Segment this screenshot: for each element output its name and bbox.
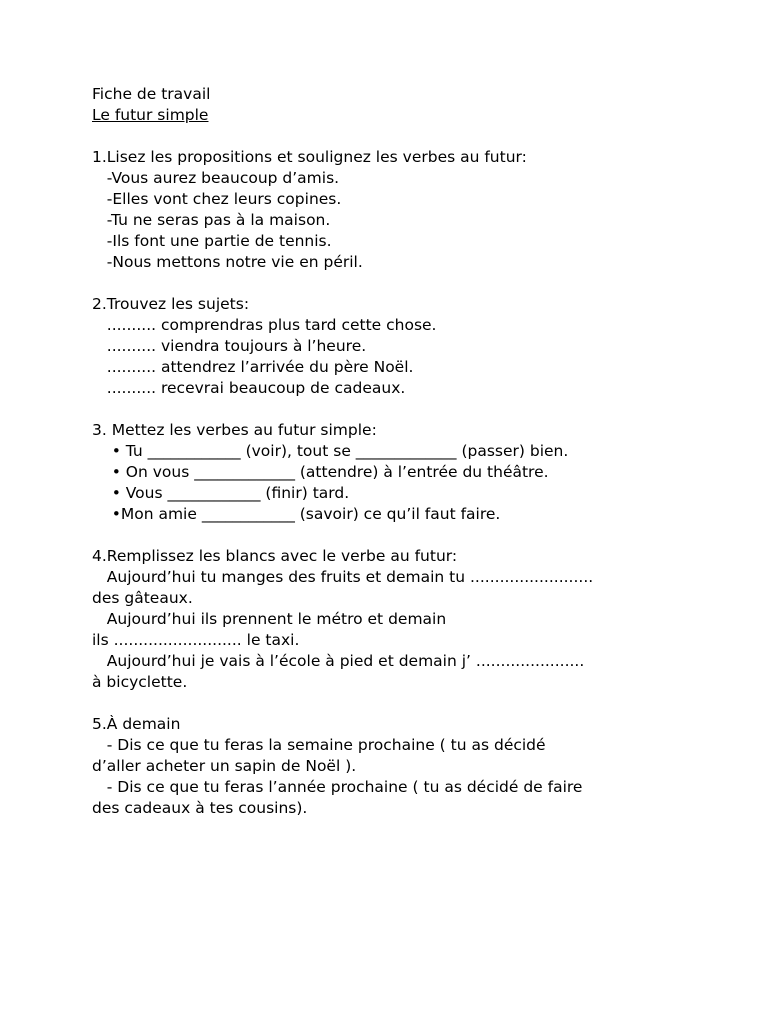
spacer: [92, 126, 712, 147]
exercise1-item: -Tu ne seras pas à la maison.: [92, 211, 331, 229]
worksheet-subtitle: Le futur simple: [92, 106, 209, 124]
exercise2-item: .......... viendra toujours à l’heure.: [92, 337, 367, 355]
exercise1-item: -Ils font une partie de tennis.: [92, 232, 332, 250]
exercise4-line: Aujourd’hui ils prennent le métro et demain: [92, 610, 447, 628]
spacer: [92, 693, 712, 714]
exercise4-line: Aujourd’hui je vais à l’école à pied et demain j’ ......................: [92, 652, 585, 670]
spacer: [92, 273, 712, 294]
exercise2-item: .......... comprendras plus tard cette chose.: [92, 316, 437, 334]
spacer: [92, 399, 712, 420]
exercise5-heading: 5.À demain: [92, 715, 181, 733]
exercise5-line: des cadeaux à tes cousins).: [92, 799, 308, 817]
exercise3-item: • Tu ____________ (voir), tout se _____________ (passer) bien.: [92, 442, 569, 460]
exercise5-line: d’aller acheter un sapin de Noël ).: [92, 757, 357, 775]
exercise2-item: .......... attendrez l’arrivée du père Noël.: [92, 358, 414, 376]
exercise2-heading: 2.Trouvez les sujets:: [92, 295, 250, 313]
exercise5-line: - Dis ce que tu feras la semaine prochaine ( tu as décidé: [92, 736, 546, 754]
exercise1-item: -Vous aurez beaucoup d’amis.: [92, 169, 340, 187]
exercise3-heading: 3. Mettez les verbes au futur simple:: [92, 421, 377, 439]
exercise1-item: -Nous mettons notre vie en péril.: [92, 253, 363, 271]
exercise4-line: Aujourd’hui tu manges des fruits et demain tu .........................: [92, 568, 594, 586]
exercise1-heading: 1.Lisez les propositions et soulignez les verbes au futur:: [92, 148, 527, 166]
exercise4-line: ils .......................... le taxi.: [92, 631, 300, 649]
exercise5-line: - Dis ce que tu feras l’année prochaine ( tu as décidé de faire: [92, 778, 583, 796]
spacer: [92, 525, 712, 546]
worksheet-page: [92, 84, 712, 819]
exercise4-line: à bicyclette.: [92, 673, 188, 691]
exercise4-heading: 4.Remplissez les blancs avec le verbe au futur:: [92, 547, 458, 565]
exercise3-item: •Mon amie ____________ (savoir) ce qu’il faut faire.: [92, 505, 501, 523]
exercise3-item: • Vous ____________ (finir) tard.: [92, 484, 350, 502]
exercise3-item: • On vous _____________ (attendre) à l’entrée du théâtre.: [92, 463, 549, 481]
exercise4-line: des gâteaux.: [92, 589, 193, 607]
exercise2-item: .......... recevrai beaucoup de cadeaux.: [92, 379, 406, 397]
exercise1-item: -Elles vont chez leurs copines.: [92, 190, 342, 208]
worksheet-title: Fiche de travail: [92, 85, 211, 103]
